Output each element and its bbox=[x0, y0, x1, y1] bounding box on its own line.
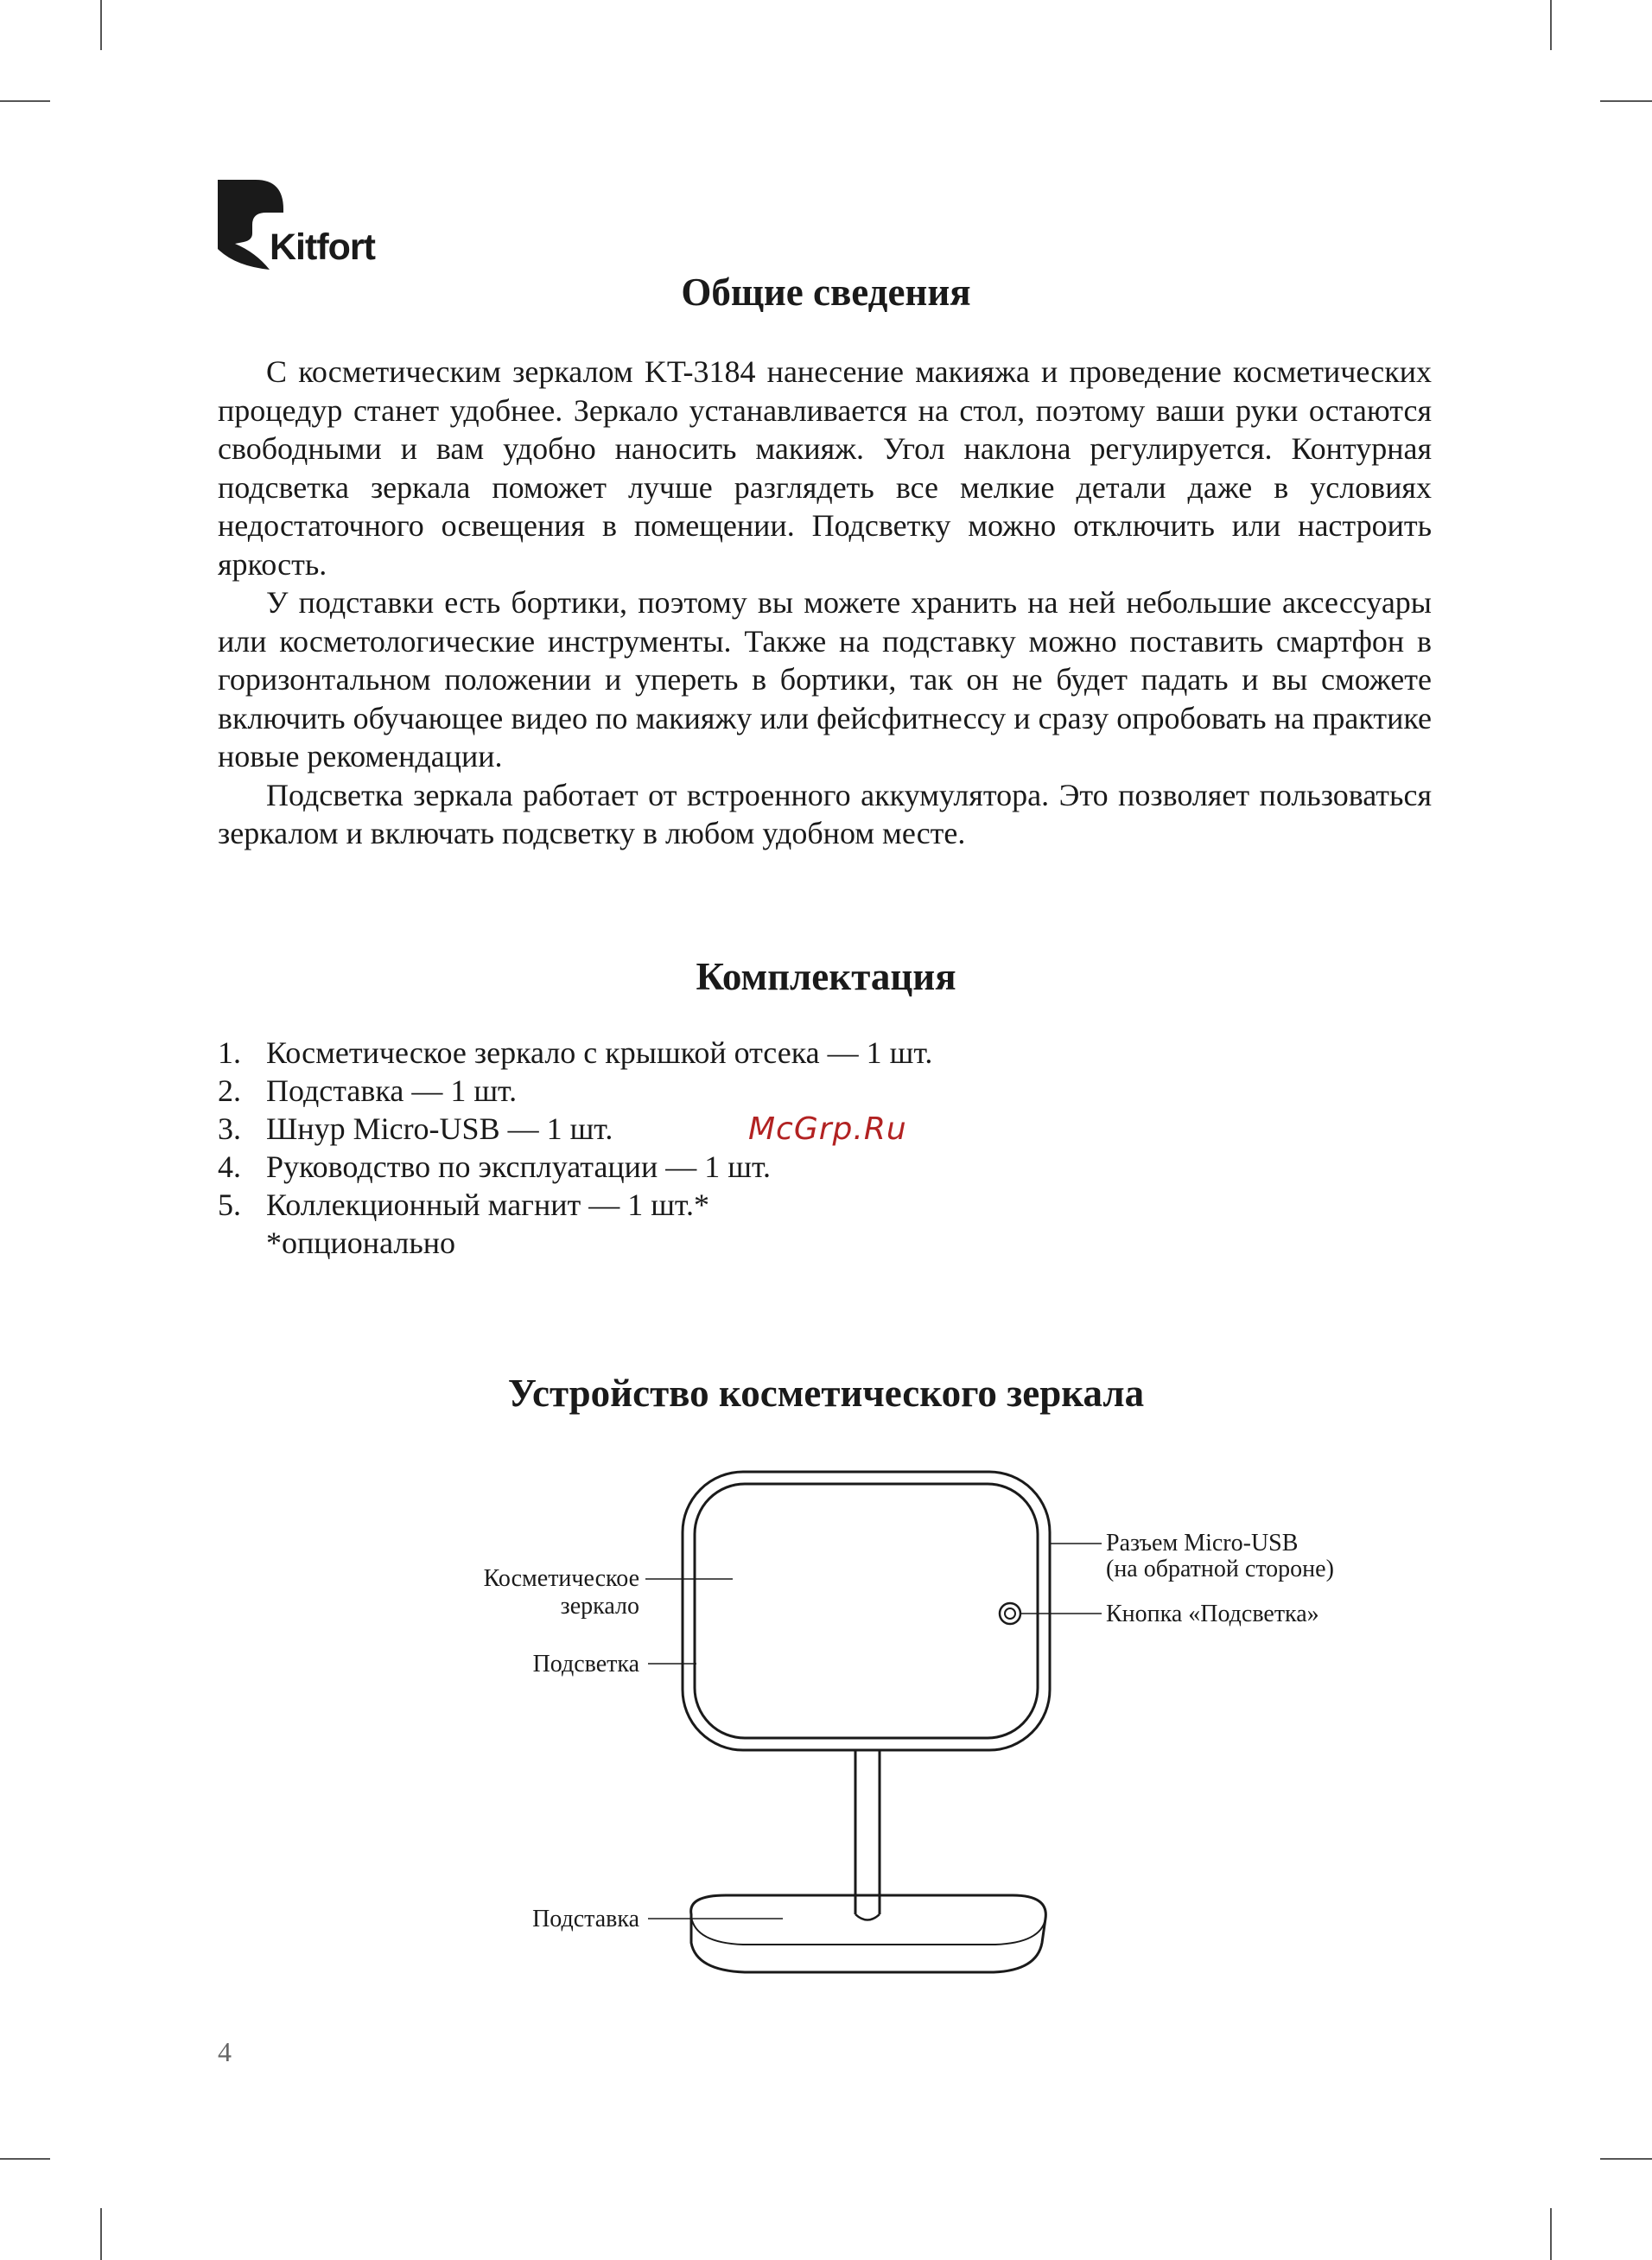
list-item: 5. Коллекционный магнит — 1 шт.* bbox=[218, 1187, 709, 1222]
mirror-outer-frame bbox=[683, 1472, 1050, 1750]
label-stand: Подставка bbox=[532, 1906, 639, 1932]
label-usb: Разъем Micro-USB bbox=[1106, 1530, 1299, 1557]
label-button: Кнопка «Подсветка» bbox=[1106, 1601, 1319, 1627]
list-item: 4. Руководство по эксплуатации — 1 шт. bbox=[218, 1149, 771, 1184]
label-usb: (на обратной стороне) bbox=[1106, 1556, 1334, 1582]
label-mirror: Косметическое bbox=[483, 1565, 639, 1592]
page-number: 4 bbox=[218, 2036, 232, 2067]
brand-name: Kitfort bbox=[270, 226, 375, 268]
footnote: *опционально bbox=[266, 1225, 456, 1260]
paragraph: У подставки есть бортики, поэтому вы можете хранить на ней небольшие аксессуары или косметологические инструменты. Также на подставку можно поставить смартфон в горизонтальном положении и упереть в бортики, так он не будет падать и вы сможете включить обучающее видео по макияжу или фейсфитнессу и сразу опробовать на практике новые рекомендации. bbox=[218, 585, 1432, 773]
label-backlight: Подсветка bbox=[532, 1651, 639, 1677]
paragraph: С косметическим зеркалом KT-3184 нанесение макияжа и проведение косметических процедур станет удобнее. Зеркало устанавливается на стол, поэтому ваши руки остаются свободными и вам удобно наносить макияж. Угол наклона регулируется. Контурная подсветка зеркала поможет лучше разглядеть все мелкие детали даже в условиях недостаточного освещения в помещении. Подсветку можно отключить или настроить яркость. bbox=[218, 354, 1432, 582]
section-title-contents: Комплектация bbox=[696, 955, 956, 998]
section-title-general: Общие сведения bbox=[681, 271, 971, 314]
backlight-button-icon bbox=[1000, 1603, 1020, 1624]
mirror-glass bbox=[695, 1484, 1038, 1738]
list-item: 3. Шнур Micro-USB — 1 шт. bbox=[218, 1111, 613, 1146]
watermark: McGrp.Ru bbox=[748, 1111, 907, 1147]
mirror-base bbox=[691, 1895, 1046, 1972]
label-mirror: зеркало bbox=[560, 1593, 639, 1620]
paragraph: Подсветка зеркала работает от встроенного аккумулятора. Это позволяет пользоваться зеркалом и включать подсветку в любом удобном месте. bbox=[218, 777, 1432, 850]
list-item: 1. Косметическое зеркало с крышкой отсека — 1 шт. bbox=[218, 1035, 933, 1070]
list-item: 2. Подставка — 1 шт. bbox=[218, 1073, 518, 1108]
section-title-device: Устройство косметического зеркала bbox=[507, 1372, 1145, 1415]
